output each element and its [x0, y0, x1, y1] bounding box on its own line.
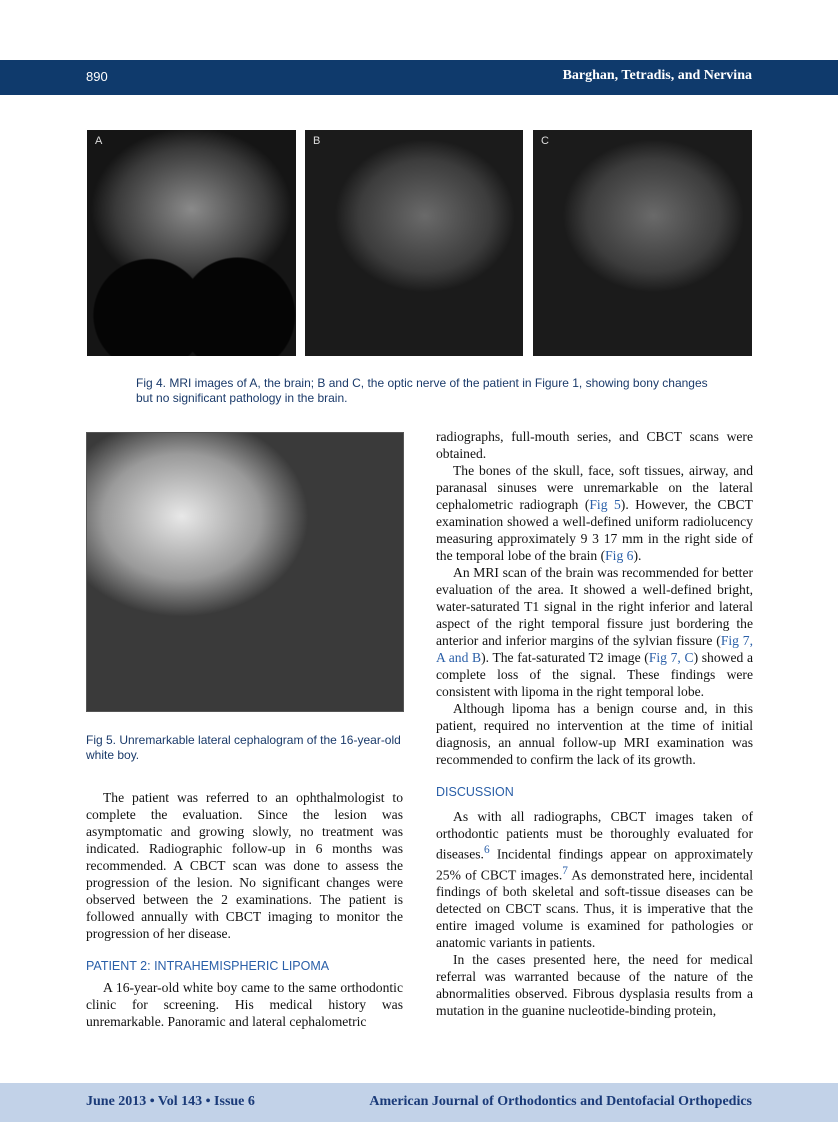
figure4-caption: Fig 4. MRI images of A, the brain; B and C, the optic nerve of the patient in Figure 1, showing bony changes but no significant pathology in the brain. — [136, 376, 708, 405]
paragraph: An MRI scan of the brain was recommended for better evaluation of the area. It showed a well-defined bright, water-saturated T1 signal in the right inferior and lateral aspect of the right temporal fissure just bordering the anterior and inferior margins of the sylvian fissure (Fig 7, A and B). The fat-saturated T2 image (Fig 7, C) showed a complete loss of the signal. These findings were consistent with lipoma in the right temporal lobe. — [436, 565, 753, 699]
paragraph: radiographs, full-mouth series, and CBCT scans were obtained. — [436, 429, 753, 461]
panel-label: B — [313, 135, 321, 147]
figure4-panel-c — [533, 130, 752, 356]
left-column — [86, 789, 403, 1030]
panel-label: C — [541, 135, 549, 147]
citation-link[interactable]: 7 — [562, 864, 568, 877]
journal-name: American Journal of Orthodontics and Dentofacial Orthopedics — [369, 1094, 752, 1109]
figure4-panel-b — [305, 130, 523, 356]
paragraph: The patient was referred to an ophthalmologist to complete the evaluation. Since the lesion was asymptomatic and growing slowly, no treatment was indicated. Radiographic follow-up in 6 months was recommended. A CBCT scan was done to assess the progression of the lesion. No significant changes were observed between the 2 examinations. The patient is followed annually with CBCT imaging to monitor the progression of her disease. — [86, 790, 403, 941]
paragraph: Although lipoma has a benign course and, in this patient, required no intervention at the time of initial diagnosis, an annual follow-up MRI examination was recommended to confirm the lack of its growth. — [436, 701, 753, 767]
paragraph: A 16-year-old white boy came to the same orthodontic clinic for screening. His medical history was unremarkable. Panoramic and lateral cephalometric — [86, 980, 403, 1029]
paragraph: The bones of the skull, face, soft tissues, airway, and paranasal sinuses were unremarkable on the lateral cephalometric radiograph (Fig 5). However, the CBCT examination showed a well-defined uniform radiolucency measuring approximately 9 3 17 mm in the right side of the temporal lobe of the brain (Fig 6). — [436, 463, 753, 563]
issue-info: June 2013 • Vol 143 • Issue 6 — [86, 1094, 255, 1109]
figure-link[interactable]: Fig 6 — [605, 548, 634, 563]
figure-link[interactable]: Fig 7, C — [648, 650, 694, 665]
figure-link[interactable]: Fig 5 — [589, 497, 621, 512]
paragraph: As with all radiographs, CBCT images taken of orthodontic patients must be thoroughly evaluated for diseases.$^6$ Incidental findings appear on approximately 25% of CBCT images.$^7$ As demonstrated here, incidental findings of both skeletal and soft-tissue diseases can be detected on CBCT scans. Thus, it is imperative that the entire imaged volume is examined for pathologies or anatomic variants in patients. — [436, 809, 753, 951]
citation-link[interactable]: 6 — [483, 844, 490, 856]
figure4-panel-a — [87, 130, 296, 356]
page-number: 890 — [86, 69, 108, 84]
figure5-caption: Fig 5. Unremarkable lateral cephalogram of the 16-year-old white boy. — [86, 733, 401, 762]
running-footer — [0, 1083, 838, 1122]
panel-label: A — [95, 135, 103, 147]
section-heading: PATIENT 2: INTRAHEMISPHERIC LIPOMA — [86, 959, 330, 973]
figure5-cephalogram — [86, 432, 404, 712]
section-heading: DISCUSSION — [436, 785, 514, 799]
paragraph: In the cases presented here, the need for medical referral was warranted because of the nature of the abnormalities observed. Fibrous dysplasia results from a mutation in the guanine nucleotide-binding protein, — [436, 952, 753, 1019]
running-authors: Barghan, Tetradis, and Nervina — [562, 68, 752, 83]
figure-link[interactable]: Fig 7, A and B — [436, 633, 753, 665]
running-header — [0, 60, 838, 95]
right-column — [436, 428, 753, 1019]
